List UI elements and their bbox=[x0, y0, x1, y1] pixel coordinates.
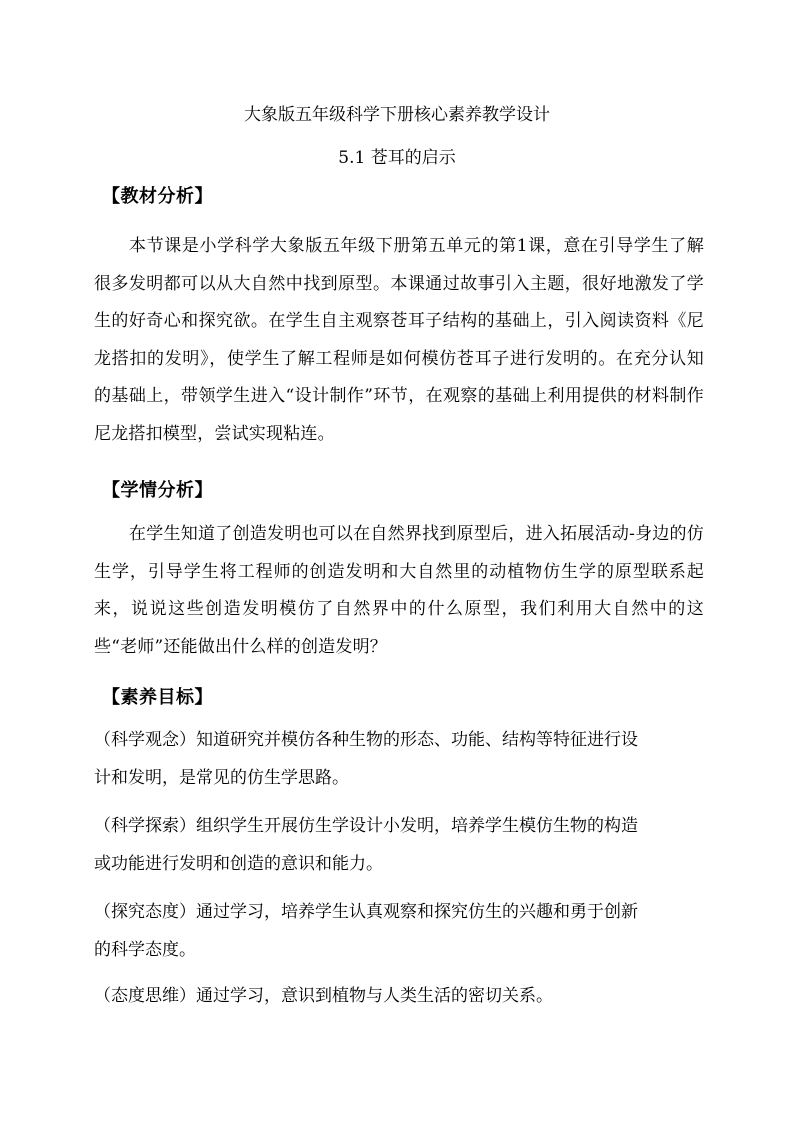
goal-science-concept-line2: 计和发明，是常见的仿生学思路。 bbox=[94, 768, 349, 788]
heading-student-analysis: 【学情分析】 bbox=[102, 480, 213, 501]
materials-analysis-paragraph: 本节课是小学科学大象版五年级下册第五单元的第1课，意在引导学生了解很多发明都可以从大自然中找到原型。本课通过故事引入主题，很好地激发了学生的好奇心和探究欲。在学生自主观察苍耳子结构的基础上，引入阅读资料《尼龙搭扣的发明》，使学生了解工程师是如何模仿苍耳子进行发明的。在充分认知的基础上，带领学生进入“设计制作”环节，在观察的基础上利用提供的材料制作尼龙搭扣模型，尝试实现粘连。 bbox=[94, 236, 704, 444]
goal-attitude-thinking-line1: （态度思维）通过学习，意识到植物与人类生活的密切关系。 bbox=[94, 986, 553, 1006]
document-title: 大象版五年级科学下册核心素养教学设计 bbox=[244, 105, 550, 125]
lesson-title: 5.1 苍耳的启示 bbox=[338, 148, 456, 168]
goal-inquiry-attitude-line1: （探究态度）通过学习，培养学生认真观察和探究仿生的兴趣和勇于创新 bbox=[94, 902, 638, 922]
heading-materials-analysis: 【教材分析】 bbox=[102, 186, 213, 207]
heading-literacy-goals: 【素养目标】 bbox=[102, 687, 213, 708]
student-analysis-paragraph: 在学生知道了创造发明也可以在自然界找到原型后，进入拓展活动-身边的仿生学，引导学生将工程师的创造发明和大自然里的动植物仿生学的原型联系起来，说说这些创造发明模仿了自然界中的什么原型，我们利用大自然中的这些“老师”还能做出什么样的创造发明？ bbox=[94, 524, 704, 657]
goal-science-inquiry-line1: （科学探索）组织学生开展仿生学设计小发明，培养学生模仿生物的构造 bbox=[94, 816, 638, 836]
goal-science-inquiry-line2: 或功能进行发明和创造的意识和能力。 bbox=[94, 854, 383, 874]
goal-inquiry-attitude-line2: 的科学态度。 bbox=[94, 940, 196, 960]
goal-science-concept-line1: （科学观念）知道研究并模仿各种生物的形态、功能、结构等特征进行设 bbox=[94, 730, 638, 750]
